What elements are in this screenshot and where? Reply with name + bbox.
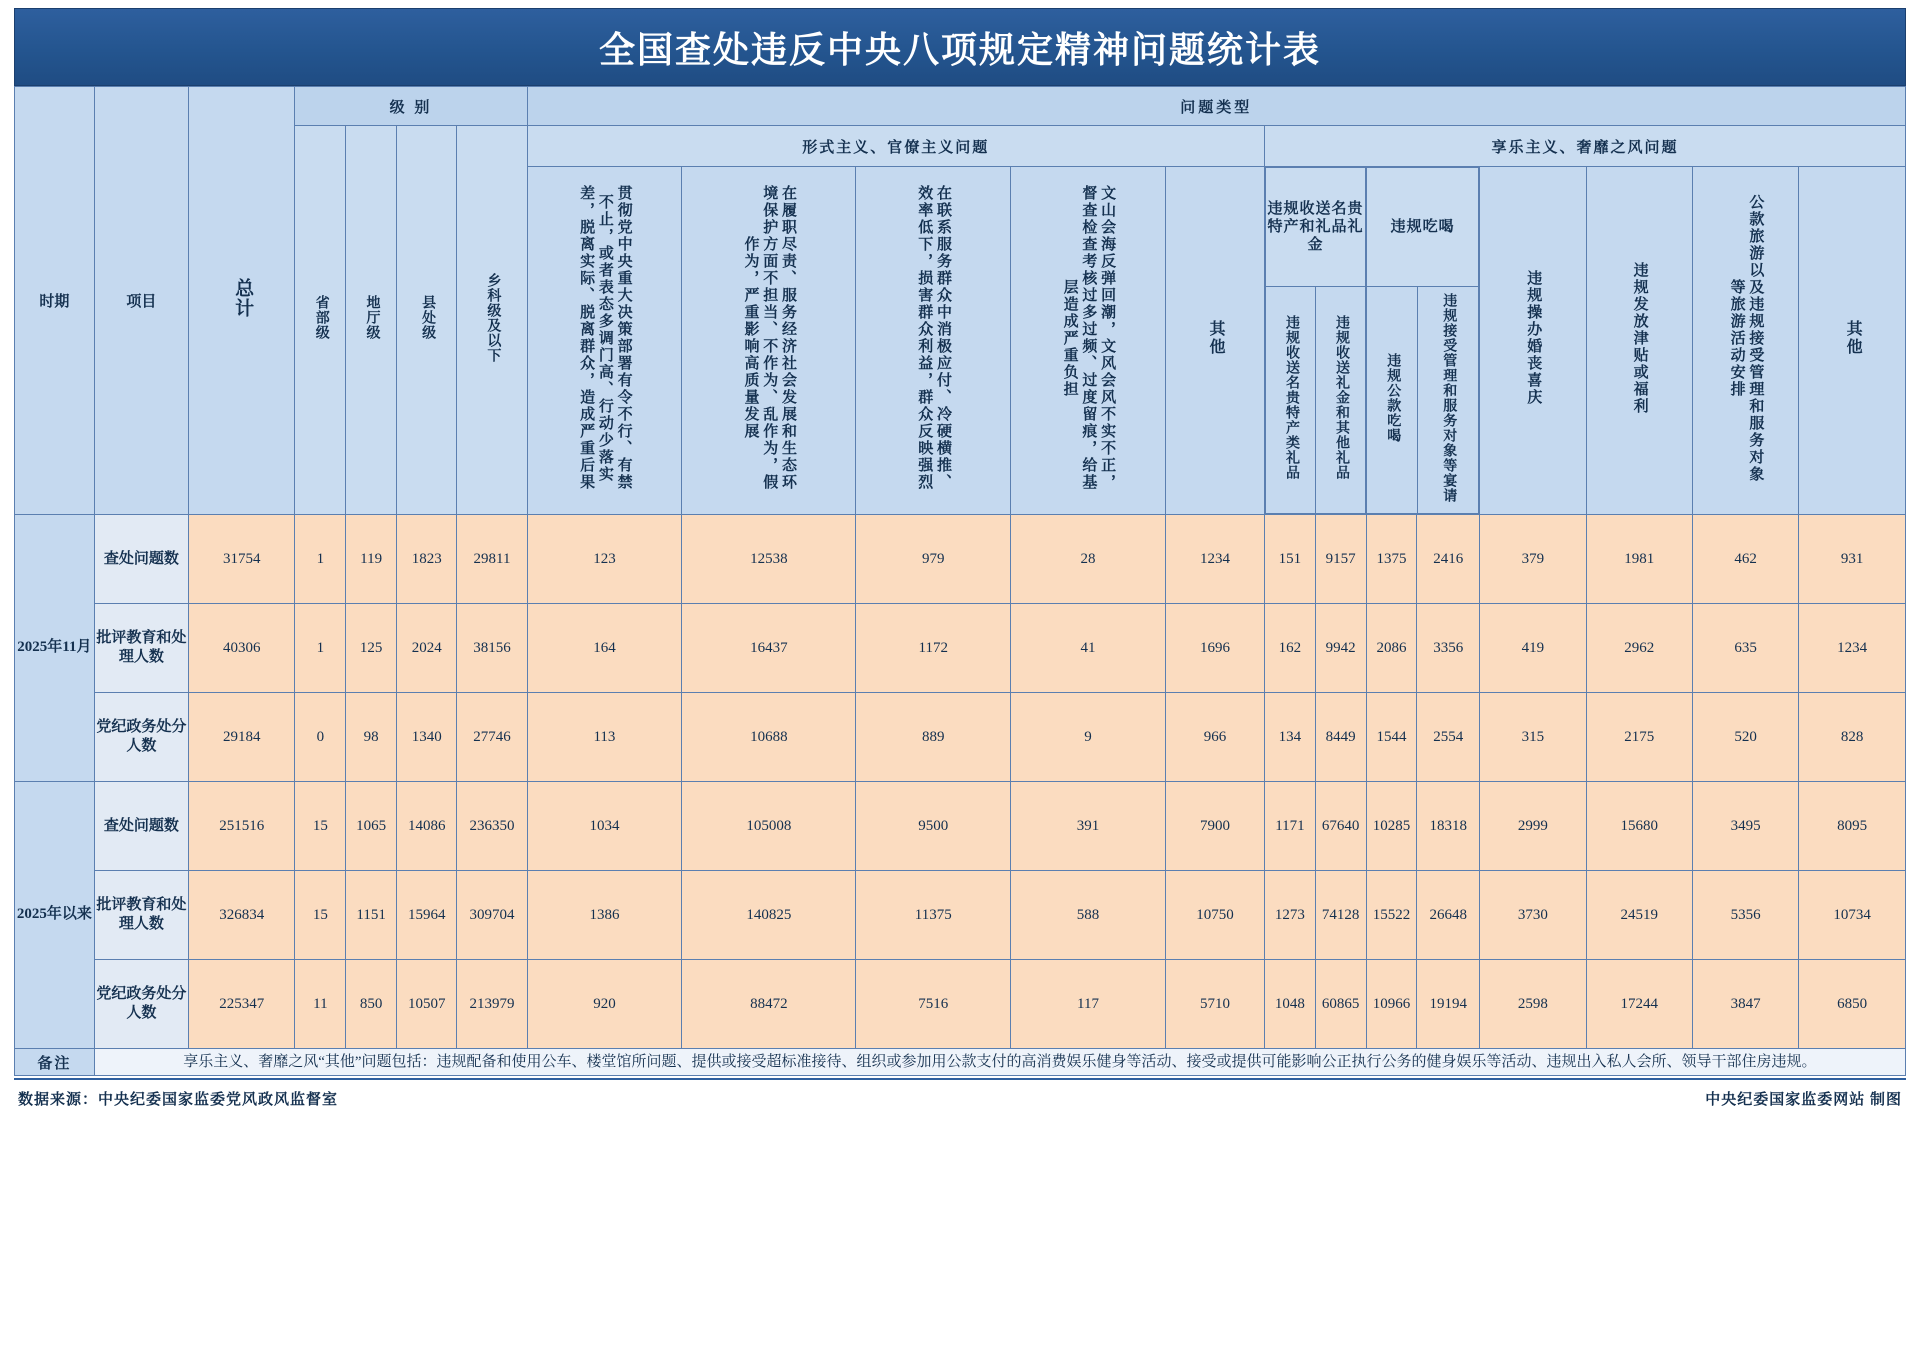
cell: 140825 — [682, 871, 856, 960]
cell: 2024 — [397, 604, 457, 693]
table-row — [15, 693, 1906, 782]
cell: 15964 — [397, 871, 457, 960]
cell: 2962 — [1586, 604, 1692, 693]
cell: 462 — [1692, 515, 1798, 604]
cell: 8095 — [1799, 782, 1906, 871]
cell: 10688 — [682, 693, 856, 782]
header-hedonism-other: 其他 — [1799, 167, 1906, 515]
cell: 88472 — [682, 960, 856, 1049]
header-level-xiang-ke: 乡科级及以下 — [457, 126, 527, 515]
cell: 2999 — [1480, 782, 1586, 871]
footer — [14, 1078, 1906, 1109]
row-label: 批评教育和处理人数 — [94, 871, 188, 960]
cell: 1273 — [1265, 871, 1316, 960]
note-text: 享乐主义、奢靡之风“其他”问题包括：违规配备和使用公车、楼堂馆所问题、提供或接受超标准接待、组织或参加用公款支付的高消费娱乐健身等活动、接受或提供可能影响公正执行公务的健身娱乐等活动、违规出入私人会所、领导干部住房违规。 — [94, 1049, 1905, 1076]
cell: 225347 — [189, 960, 295, 1049]
statistics-table — [14, 86, 1906, 1076]
cell: 10285 — [1366, 782, 1417, 871]
cell: 6850 — [1799, 960, 1906, 1049]
cell: 2086 — [1366, 604, 1417, 693]
table-row — [15, 782, 1906, 871]
note-label: 备注 — [15, 1049, 95, 1076]
cell: 9942 — [1315, 604, 1366, 693]
page-title: 全国查处违反中央八项规定精神问题统计表 — [598, 29, 1321, 70]
cell: 2175 — [1586, 693, 1692, 782]
table-row — [15, 604, 1906, 693]
table-row — [15, 960, 1906, 1049]
cell: 8449 — [1315, 693, 1366, 782]
cell: 134 — [1265, 693, 1316, 782]
cell: 113 — [527, 693, 682, 782]
cell: 9 — [1011, 693, 1166, 782]
cell: 1386 — [527, 871, 682, 960]
cell: 18318 — [1417, 782, 1480, 871]
cell: 10734 — [1799, 871, 1906, 960]
cell: 1375 — [1366, 515, 1417, 604]
cell: 7900 — [1165, 782, 1264, 871]
cell: 5710 — [1165, 960, 1264, 1049]
row-label: 党纪政务处分人数 — [94, 960, 188, 1049]
header-formalism-group: 形式主义、官僚主义问题 — [527, 126, 1264, 167]
cell: 29184 — [189, 693, 295, 782]
cell: 3356 — [1417, 604, 1480, 693]
cell: 379 — [1480, 515, 1586, 604]
cell: 15 — [295, 782, 346, 871]
cell: 3730 — [1480, 871, 1586, 960]
cell: 151 — [1265, 515, 1316, 604]
cell: 2554 — [1417, 693, 1480, 782]
cell: 1544 — [1366, 693, 1417, 782]
cell: 2416 — [1417, 515, 1480, 604]
header-hedonism-weddings: 违规操办婚丧喜庆 — [1480, 167, 1586, 515]
table-row — [15, 871, 1906, 960]
cell: 1048 — [1265, 960, 1316, 1049]
header-hedonism-eat-group: 违规吃喝 — [1367, 168, 1479, 287]
cell: 1 — [295, 515, 346, 604]
row-label: 查处问题数 — [94, 782, 188, 871]
header-formalism-col-1: 贯彻党中央重大决策部署有令不行、有禁不止，或者表态多调门高、行动少落实差，脱离实际、脱离群众，造成严重后果 — [527, 167, 682, 515]
cell: 10750 — [1165, 871, 1264, 960]
cell: 3495 — [1692, 782, 1798, 871]
cell: 309704 — [457, 871, 527, 960]
cell: 24519 — [1586, 871, 1692, 960]
cell: 15 — [295, 871, 346, 960]
cell: 0 — [295, 693, 346, 782]
cell: 40306 — [189, 604, 295, 693]
cell: 850 — [346, 960, 397, 1049]
cell: 74128 — [1315, 871, 1366, 960]
period-label-ytd: 2025年以来 — [15, 782, 95, 1049]
cell: 11375 — [856, 871, 1011, 960]
cell: 16437 — [682, 604, 856, 693]
cell: 2598 — [1480, 960, 1586, 1049]
cell: 920 — [527, 960, 682, 1049]
cell: 419 — [1480, 604, 1586, 693]
cell: 15522 — [1366, 871, 1417, 960]
row-label: 查处问题数 — [94, 515, 188, 604]
cell: 635 — [1692, 604, 1798, 693]
cell: 15680 — [1586, 782, 1692, 871]
cell: 29811 — [457, 515, 527, 604]
cell: 251516 — [189, 782, 295, 871]
header-hedonism-group: 享乐主义、奢靡之风问题 — [1265, 126, 1906, 167]
cell: 14086 — [397, 782, 457, 871]
cell: 26648 — [1417, 871, 1480, 960]
cell: 828 — [1799, 693, 1906, 782]
cell: 1034 — [527, 782, 682, 871]
title-bar — [14, 8, 1906, 86]
cell: 60865 — [1315, 960, 1366, 1049]
cell: 164 — [527, 604, 682, 693]
cell: 520 — [1692, 693, 1798, 782]
header-level-sheng-bu: 省部级 — [295, 126, 346, 515]
cell: 17244 — [1586, 960, 1692, 1049]
cell: 28 — [1011, 515, 1166, 604]
cell: 588 — [1011, 871, 1166, 960]
cell: 119 — [346, 515, 397, 604]
cell: 236350 — [457, 782, 527, 871]
cell: 326834 — [189, 871, 295, 960]
cell: 391 — [1011, 782, 1166, 871]
header-problem-type-group: 问题类型 — [527, 87, 1905, 126]
cell: 19194 — [1417, 960, 1480, 1049]
header-formalism-col-2: 在履职尽责、服务经济社会发展和生态环境保护方面不担当、不作为、乱作为，假作为，严重影响高质量发展 — [682, 167, 856, 515]
header-formalism-col-other: 其他 — [1165, 167, 1264, 515]
header-hedonism-travel: 公款旅游以及违规接受管理和服务对象等旅游活动安排 — [1692, 167, 1798, 515]
cell: 889 — [856, 693, 1011, 782]
cell: 105008 — [682, 782, 856, 871]
cell: 67640 — [1315, 782, 1366, 871]
header-level-group: 级 别 — [295, 87, 527, 126]
cell: 1234 — [1165, 515, 1264, 604]
header-hedonism-gift-group: 违规收送名贵特产和礼品礼金 — [1266, 168, 1366, 287]
cell: 11 — [295, 960, 346, 1049]
cell: 1823 — [397, 515, 457, 604]
cell: 117 — [1011, 960, 1166, 1049]
cell: 38156 — [457, 604, 527, 693]
cell: 41 — [1011, 604, 1166, 693]
cell: 123 — [527, 515, 682, 604]
cell: 1696 — [1165, 604, 1264, 693]
cell: 10966 — [1366, 960, 1417, 1049]
header-total: 总计 — [189, 87, 295, 515]
cell: 9500 — [856, 782, 1011, 871]
cell: 1 — [295, 604, 346, 693]
cell: 979 — [856, 515, 1011, 604]
cell: 12538 — [682, 515, 856, 604]
cell: 1234 — [1799, 604, 1906, 693]
header-level-xian-chu: 县处级 — [397, 126, 457, 515]
row-label: 党纪政务处分人数 — [94, 693, 188, 782]
cell: 10507 — [397, 960, 457, 1049]
cell: 125 — [346, 604, 397, 693]
header-item: 项目 — [94, 87, 188, 515]
cell: 31754 — [189, 515, 295, 604]
header-gift-sub-2: 违规收送礼金和其他礼品 — [1316, 287, 1366, 514]
cell: 7516 — [856, 960, 1011, 1049]
header-gift-sub-1: 违规收送名贵特产类礼品 — [1266, 287, 1316, 514]
cell: 966 — [1165, 693, 1264, 782]
header-period: 时期 — [15, 87, 95, 515]
header-eat-sub-2: 违规接受管理和服务对象等宴请 — [1417, 287, 1479, 514]
period-label-nov: 2025年11月 — [15, 515, 95, 782]
cell: 9157 — [1315, 515, 1366, 604]
cell: 213979 — [457, 960, 527, 1049]
table-row — [15, 515, 1906, 604]
cell: 98 — [346, 693, 397, 782]
row-label: 批评教育和处理人数 — [94, 604, 188, 693]
cell: 1981 — [1586, 515, 1692, 604]
cell: 1172 — [856, 604, 1011, 693]
header-formalism-col-3: 在联系服务群众中消极应付、冷硬横推、效率低下，损害群众利益，群众反映强烈 — [856, 167, 1011, 515]
cell: 1151 — [346, 871, 397, 960]
cell: 1171 — [1265, 782, 1316, 871]
cell: 3847 — [1692, 960, 1798, 1049]
note-row — [15, 1049, 1906, 1076]
cell: 315 — [1480, 693, 1586, 782]
cell: 931 — [1799, 515, 1906, 604]
cell: 27746 — [457, 693, 527, 782]
header-formalism-col-4: 文山会海反弹回潮，文风会风不实不正，督查检查考核过多过频、过度留痕，给基层造成严重负担 — [1011, 167, 1166, 515]
cell: 162 — [1265, 604, 1316, 693]
data-source: 数据来源：中央纪委国家监委党风政风监督室 — [18, 1092, 339, 1109]
cell: 1065 — [346, 782, 397, 871]
cell: 5356 — [1692, 871, 1798, 960]
cell: 1340 — [397, 693, 457, 782]
credit: 中央纪委国家监委网站 制图 — [1705, 1092, 1902, 1109]
header-level-di-ting: 地厅级 — [346, 126, 397, 515]
header-hedonism-allowances: 违规发放津贴或福利 — [1586, 167, 1692, 515]
header-eat-sub-1: 违规公款吃喝 — [1367, 287, 1417, 514]
